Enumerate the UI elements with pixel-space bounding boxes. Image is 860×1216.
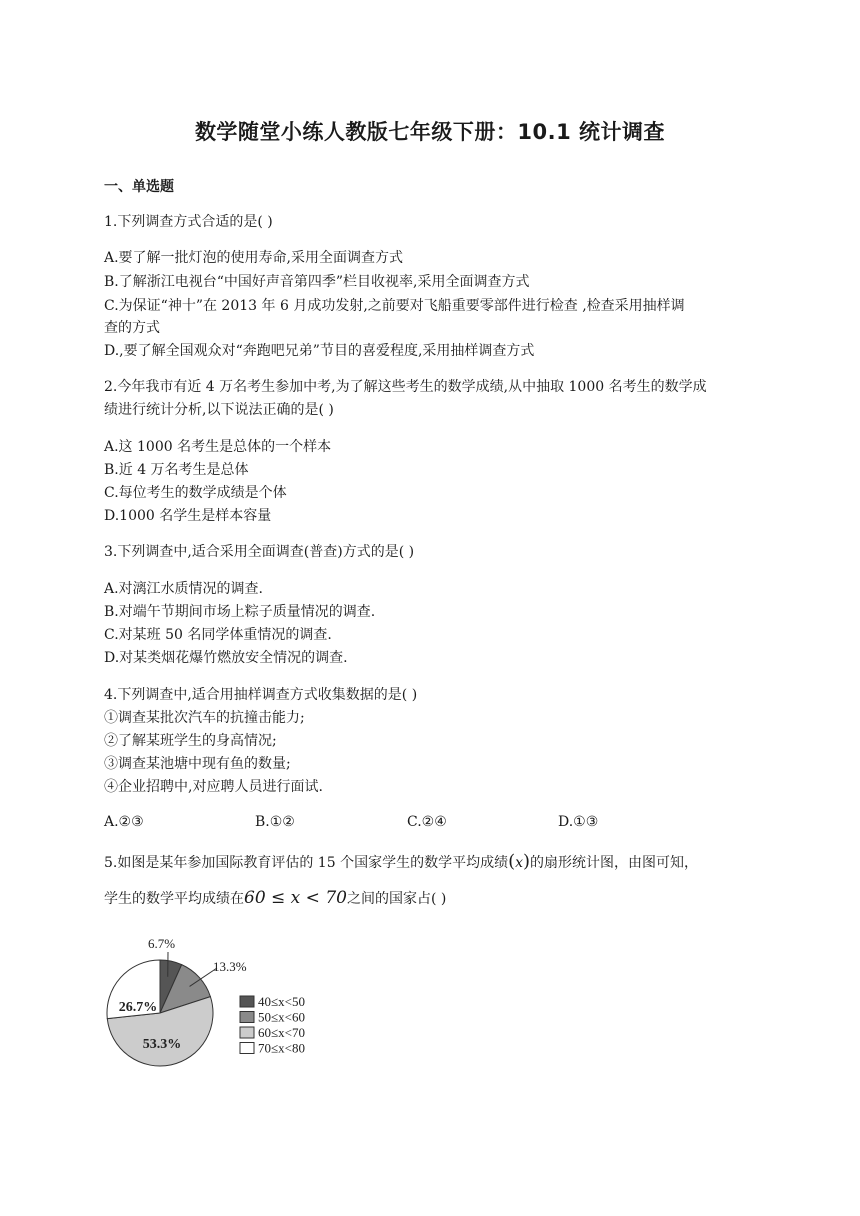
question-1-stem: 1.下列调查方式合适的是( ) <box>104 214 273 230</box>
question-2-stem: 2.今年我市有近 4 万名考生参加中考,为了解这些考生的数学成绩,从中抽取 1000 名考生的数学成 <box>104 379 707 395</box>
question-3-option-b: B.对端午节期间市场上粽子质量情况的调查. <box>104 604 376 620</box>
legend-label-4: 70≤x<80 <box>258 1040 305 1056</box>
pie-label-4: 26.7% <box>118 1000 158 1015</box>
question-1-option-c: C.为保证“神十”在 2013 年 6 月成功发射,之前要对飞船重要零部件进行检查 ,检查采用抽样调 <box>104 298 685 314</box>
paren-close: ) <box>523 851 531 872</box>
legend-label-3: 60≤x<70 <box>258 1025 305 1040</box>
page-title: 数学随堂小练人教版七年级下册：10.1 统计调查 <box>194 120 666 144</box>
question-1-option-b: B.了解浙江电视台“中国好声音第四季”栏目收视率,采用全面调查方式 <box>104 274 530 290</box>
question-4-item-2: ②了解某班学生的身高情况; <box>104 733 277 749</box>
pie-label-3: 53.3% <box>142 1037 182 1052</box>
legend-swatch-3 <box>240 1027 254 1038</box>
question-4-stem: 4.下列调查中,适合用抽样调查方式收集数据的是( ) <box>104 687 418 703</box>
question-4-item-1: ①调查某批次汽车的抗撞击能力; <box>104 710 305 726</box>
pie-chart-figure <box>100 925 360 1085</box>
question-5-stem-part1: 5.如图是某年参加国际教育评估的 15 个国家学生的数学平均成绩 <box>104 855 509 871</box>
question-3-option-d: D.对某类烟花爆竹燃放安全情况的调查. <box>104 650 348 666</box>
question-4-option-c: C.②④ <box>407 814 447 830</box>
pie-label-1: 6.7% <box>148 936 176 951</box>
question-5-stem-part4: 之间的国家占( ) <box>346 891 447 907</box>
question-3-option-c: C.对某班 50 名同学体重情况的调查. <box>104 627 332 643</box>
pie-chart-svg <box>100 925 360 1085</box>
legend-label-1: 40≤x<50 <box>258 994 305 1009</box>
question-3-stem: 3.下列调查中,适合采用全面调查(普查)方式的是( ) <box>104 544 415 560</box>
pie-label-2: 13.3% <box>213 959 247 974</box>
question-4-option-a: A.②③ <box>104 814 144 830</box>
question-5-stem-part3: 学生的数学平均成绩在 <box>104 891 244 907</box>
question-5-stem <box>104 852 698 873</box>
question-2-option-c: C.每位考生的数学成绩是个体 <box>104 485 287 501</box>
question-4-option-d: D.①③ <box>558 814 599 830</box>
legend-swatch-1 <box>240 996 254 1007</box>
question-2-option-a: A.这 1000 名考生是总体的一个样本 <box>104 439 332 455</box>
legend-swatch-4 <box>240 1043 254 1054</box>
variable-x: x <box>515 855 524 871</box>
question-2-stem-cont: 绩进行统计分析,以下说法正确的是( ) <box>104 402 334 418</box>
question-5-stem-part2: 的扇形统计图，由图可知， <box>530 855 699 871</box>
legend-swatch-2 <box>240 1012 254 1023</box>
question-1-option-a: A.要了解一批灯泡的使用寿命,采用全面调查方式 <box>104 250 404 266</box>
question-4-item-3: ③调查某池塘中现有鱼的数量; <box>104 756 291 772</box>
question-5-stem-cont <box>104 888 446 909</box>
question-1-option-d: D.,要了解全国观众对“奔跑吧兄弟”节目的喜爱程度,采用抽样调查方式 <box>104 343 535 359</box>
section-heading: 一、单选题 <box>104 179 174 195</box>
question-3-option-a: A.对漓江水质情况的调查. <box>104 581 264 597</box>
question-2-option-b: B.近 4 万名考生是总体 <box>104 462 249 478</box>
legend <box>240 994 305 1056</box>
question-4-option-b: B.①② <box>255 814 295 830</box>
legend-label-2: 50≤x<60 <box>258 1009 305 1025</box>
question-4-item-4: ④企业招聘中,对应聘人员进行面试. <box>104 779 323 795</box>
question-2-option-d: D.1000 名学生是样本容量 <box>104 508 272 524</box>
question-1-option-c-cont: 查的方式 <box>104 320 160 336</box>
paren-open: ( <box>508 851 516 872</box>
inequality: 60 ≤ x < 70 <box>244 888 347 908</box>
